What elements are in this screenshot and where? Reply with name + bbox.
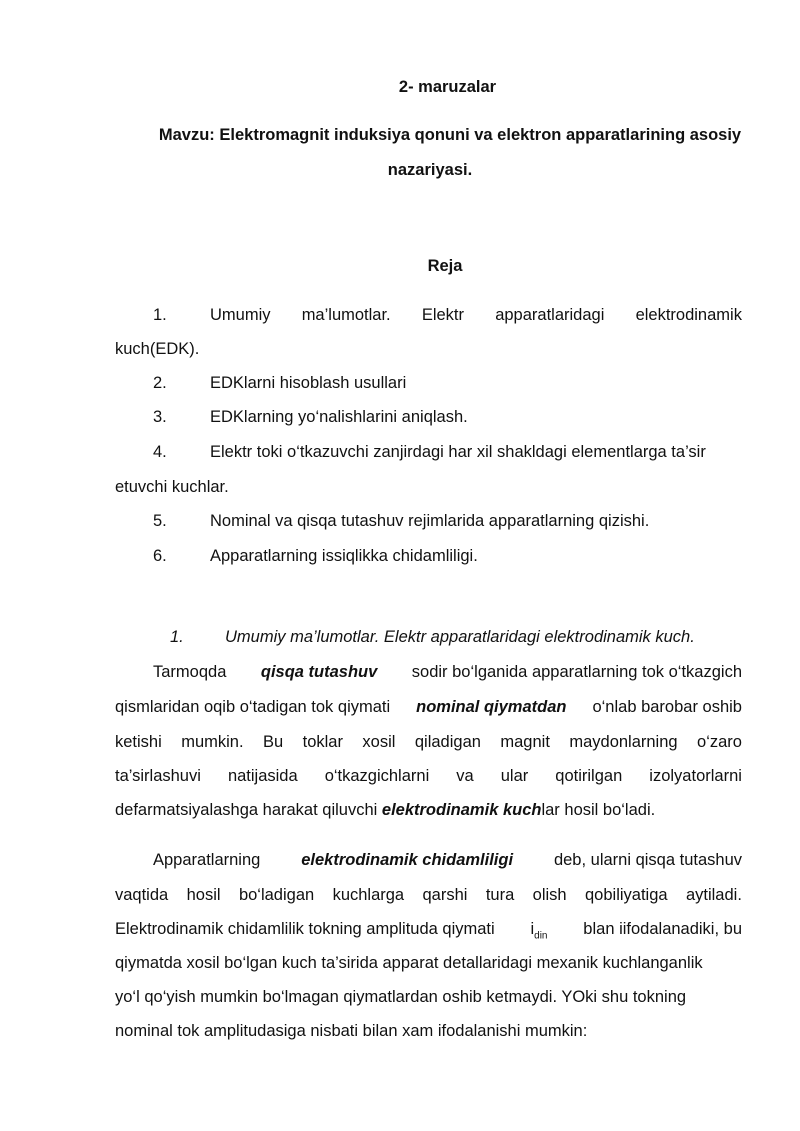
para-2-line-2: vaqtida hosil bo‘ladigan kuchlarga qarshi tura olish qobiliyatiga aytiladi.	[115, 886, 742, 904]
plan-item-1-line1: Umumiy ma’lumotlar. Elektr apparatlaridagi elektrodinamik	[210, 306, 742, 324]
plan-item-5-text: Nominal va qisqa tutashuv rejimlarida apparatlarning qizishi.	[210, 512, 650, 530]
plan-heading: Reja	[427, 257, 463, 275]
lecture-title: 2- maruzalar	[398, 78, 497, 96]
para-1-line-4: ta’sirlashuvi natijasida o‘tkazgichlarni va ular qotirilgan izolyatorlarni	[115, 767, 742, 785]
para-2-line-3: Elektrodinamik chidamlilik tokning amplituda qiymati $i_{din}$ blan iifodalanadiki, bu	[115, 919, 742, 946]
para-1-line-3: ketishi mumkin. Bu toklar xosil qiladigan magnit maydonlarning o‘zaro	[115, 733, 742, 751]
para-1-line-5: defarmatsiyalashga harakat qiluvchi elektrodinamik kuchlar hosil bo‘ladi.	[115, 801, 656, 819]
plan-item-3-text: EDKlarning yo‘nalishlarini aniqlash.	[210, 408, 468, 426]
plan-item-4-number: 4.	[153, 443, 167, 461]
para-1-line-2: qismlaridan oqib o‘tadigan tok qiymati nominal qiymatdan o‘nlab barobar oshib	[115, 698, 742, 716]
plan-item-4-line2: etuvchi kuchlar.	[115, 478, 229, 496]
para-1-line-1: Tarmoqda qisqa tutashuv sodir bo‘lganida apparatlarning tok o‘tkazgich	[153, 663, 742, 681]
plan-item-1-number: 1.	[153, 306, 167, 324]
section-1-number: 1.	[170, 628, 184, 646]
plan-item-5-number: 5.	[153, 512, 167, 530]
plan-item-2-number: 2.	[153, 374, 167, 392]
para-2-line-1: Apparatlarning elektrodinamik chidamliligi deb, ularni qisqa tutashuv	[153, 851, 742, 869]
plan-item-1-line2: kuch(EDK).	[115, 340, 200, 358]
plan-item-3-number: 3.	[153, 408, 167, 426]
i-din-symbol: $i_{din}$	[530, 920, 548, 942]
plan-item-4-line1: Elektr toki o‘tkazuvchi zanjirdagi har xil shakldagi elementlarga ta’sir	[210, 443, 706, 461]
para-2-line-5: yo‘l qo‘yish mumkin bo‘lmagan qiymatlardan oshib ketmaydi. YOki shu tokning	[115, 988, 687, 1006]
topic-line-2: nazariyasi.	[387, 161, 473, 179]
para-2-line-6: nominal tok amplitudasiga nisbati bilan xam ifodalanishi mumkin:	[115, 1022, 588, 1040]
plan-item-6-number: 6.	[153, 547, 167, 565]
section-1-title: Umumiy ma’lumotlar. Elektr apparatlaridagi elektrodinamik kuch.	[225, 628, 695, 646]
topic-line-1: Mavzu: Elektromagnit induksiya qonuni va elektron apparatlarining asosiy	[158, 126, 742, 144]
para-2-line-4: qiymatda xosil bo‘lgan kuch ta’sirida apparat detallaridagi mexanik kuchlanganlik	[115, 954, 703, 972]
plan-item-6-text: Apparatlarning issiqlikka chidamliligi.	[210, 547, 478, 565]
plan-item-2-text: EDKlarni hisoblash usullari	[210, 374, 407, 392]
